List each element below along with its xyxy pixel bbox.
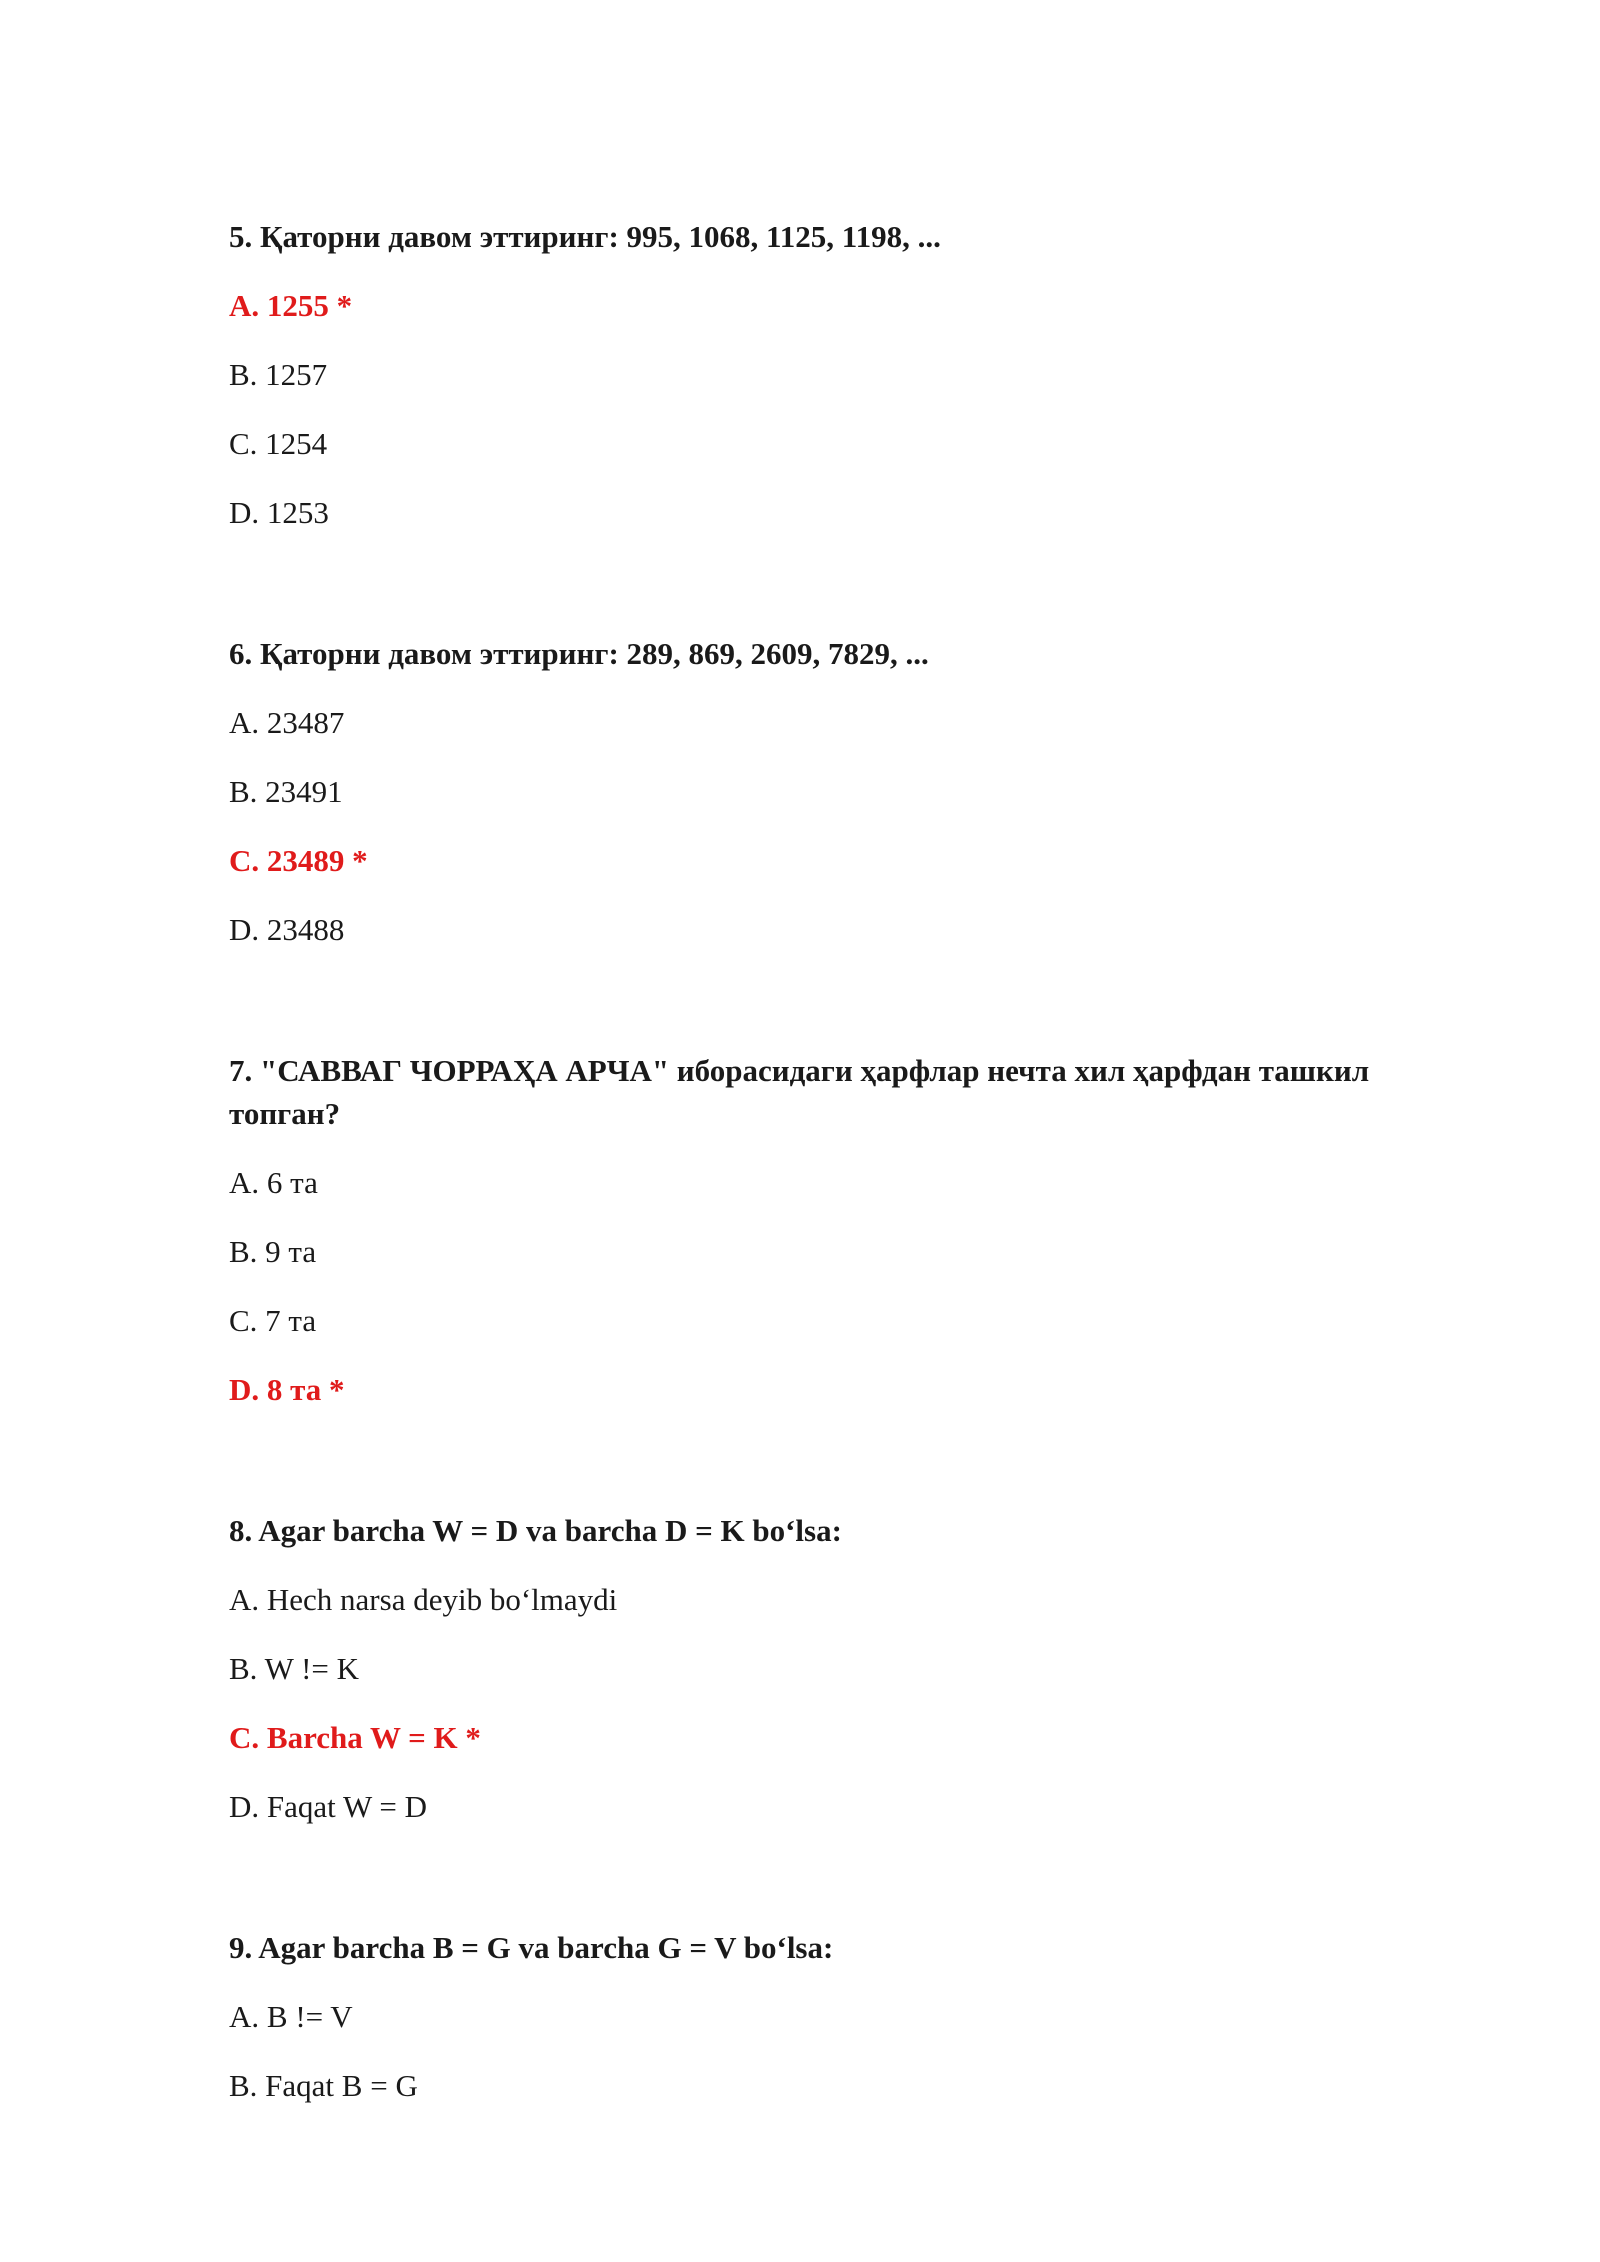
question-6 [229,632,1469,951]
question-text: 7. "САВВАГ ЧОРРАҲА АРЧА" иборасидаги ҳарфлар нечта хил ҳарфдан ташкил топган? [229,1053,1370,1131]
option-b: B. 9 та [229,1234,317,1269]
option-c-correct: C. 23489 * [229,843,368,878]
option-b: B. 1257 [229,357,328,392]
question-8 [229,1509,1469,1828]
question-5 [229,215,1469,534]
question-text: 6. Қаторни давом эттиринг: 289, 869, 2609, 7829, ... [229,636,929,671]
question-text: 8. Agar barcha W = D va barcha D = K bo‘lsa: [229,1513,842,1548]
question-7 [229,1049,1469,1411]
spacer [229,560,1469,632]
spacer [229,1854,1469,1926]
question-text: 5. Қаторни давом эттиринг: 995, 1068, 1125, 1198, ... [229,219,941,254]
option-b: B. Faqat B = G [229,2068,418,2103]
option-d: D. 1253 [229,495,329,530]
spacer [229,977,1469,1049]
option-a: A. Hech narsa deyib bo‘lmaydi [229,1582,618,1617]
option-a: A. 6 та [229,1165,318,1200]
question-9 [229,1926,1469,2107]
option-a: A. B != V [229,1999,353,2034]
option-c-correct: C. Barcha W = K * [229,1720,481,1755]
spacer [229,1437,1469,1509]
option-b: B. W != K [229,1651,360,1686]
option-c: C. 1254 [229,426,328,461]
option-a-correct: A. 1255 * [229,288,353,323]
option-d-correct: D. 8 та * [229,1372,345,1407]
option-b: B. 23491 [229,774,343,809]
option-a: A. 23487 [229,705,345,740]
option-d: D. 23488 [229,912,345,947]
document-page [229,215,1469,2133]
question-text: 9. Agar barcha B = G va barcha G = V bo‘lsa: [229,1930,834,1965]
option-c: C. 7 та [229,1303,317,1338]
option-d: D. Faqat W = D [229,1789,428,1824]
